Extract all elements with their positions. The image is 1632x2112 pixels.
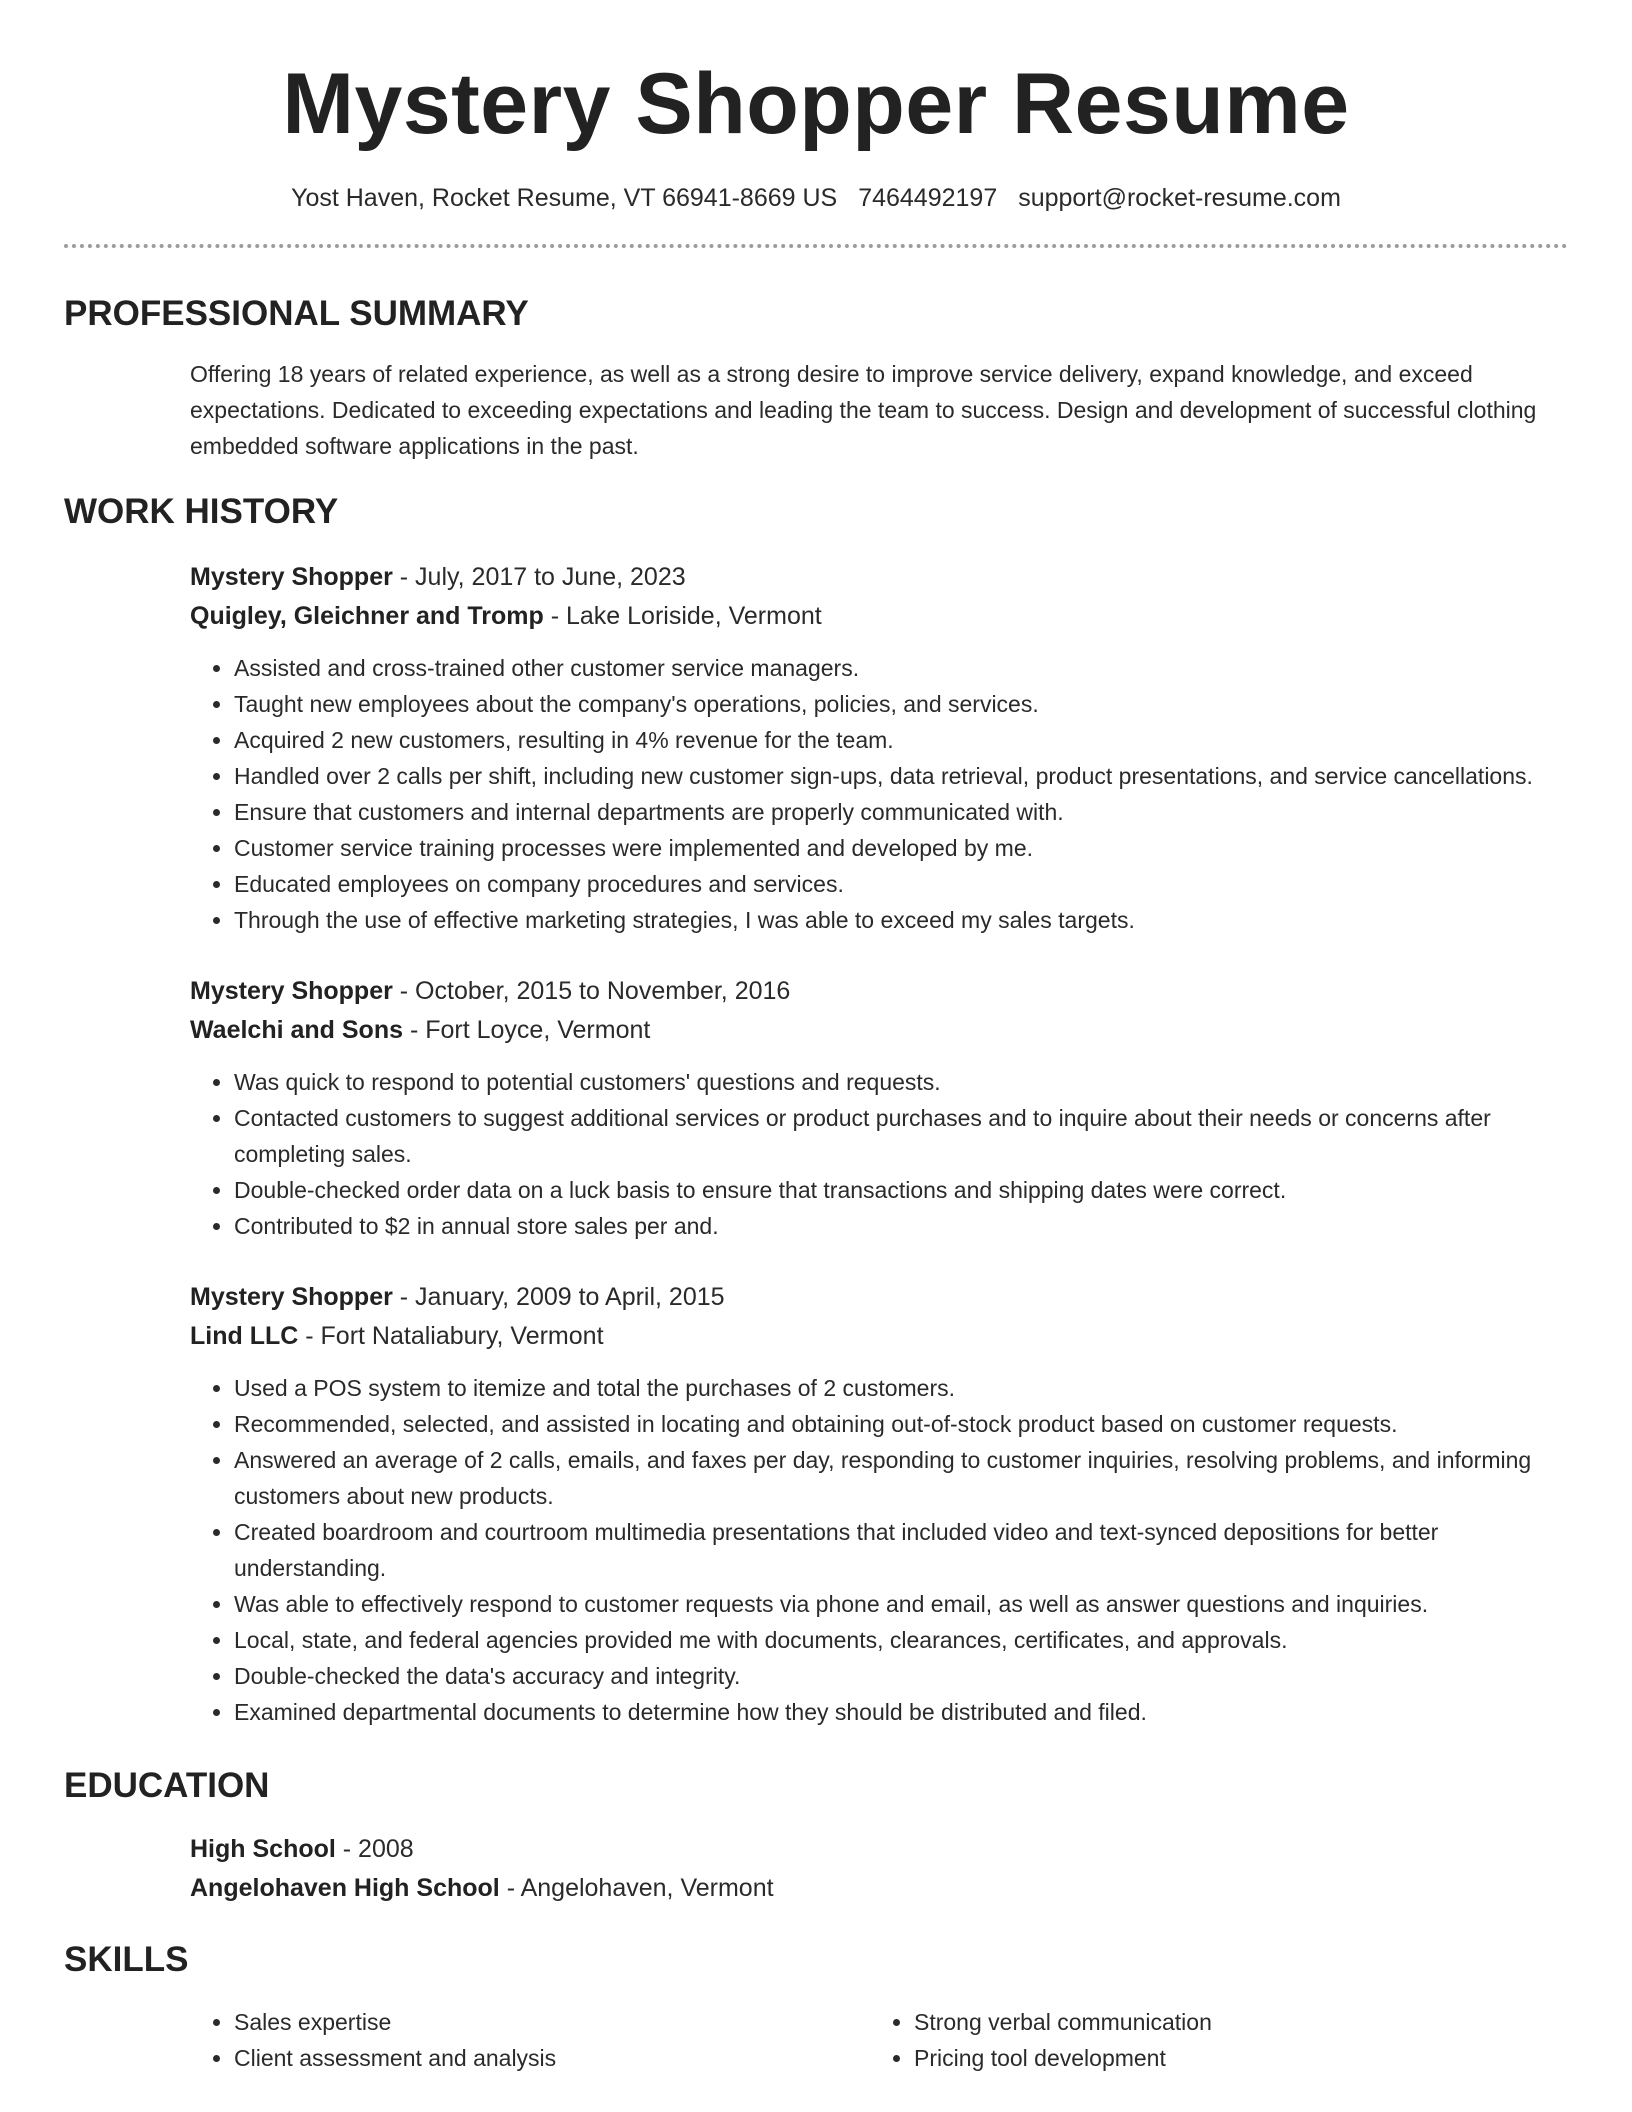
job-dates: - July, 2017 to June, 2023 [392, 563, 686, 591]
job-title: Mystery Shopper [190, 1283, 393, 1311]
job-company-line [190, 1011, 1568, 1050]
header-divider [64, 244, 1568, 248]
education-heading: EDUCATION [64, 1766, 270, 1805]
education-school-line [190, 1869, 1568, 1908]
work-history-section [190, 558, 1568, 1730]
job-duty: • Contacted customers to suggest additional services or product purchases and to inquire about their needs or concerns after completing sales. [234, 1100, 1568, 1172]
job-duty: • Contributed to $2 in annual store sales per and. [234, 1208, 1568, 1244]
contact-email: support@rocket-resume.com [1018, 184, 1341, 212]
education-section [190, 1830, 1568, 1908]
job-duty: • Used a POS system to itemize and total the purchases of 2 customers. [234, 1370, 1568, 1406]
skills-section [190, 2004, 1568, 2076]
job-duty: • Was able to effectively respond to customer requests via phone and email, as well as answer questions and inquiries. [234, 1586, 1568, 1622]
job-title-line [190, 558, 1568, 597]
education-school: Angelohaven High School [190, 1874, 500, 1902]
resume-title: Mystery Shopper Resume [282, 56, 1350, 152]
job-duty: • Double-checked order data on a luck basis to ensure that transactions and shipping dates were correct. [234, 1172, 1568, 1208]
contact-address: Yost Haven, Rocket Resume, VT 66941-8669 US [291, 184, 838, 212]
skills-column-left [190, 2004, 870, 2076]
job-duties-list [190, 1370, 1568, 1730]
job-duty: • Double-checked the data's accuracy and integrity. [234, 1658, 1568, 1694]
summary-text: Offering 18 years of related experience, as well as a strong desire to improve service delivery, expand knowledge, and exceed expectations. Dedicated to exceeding expectations and leading the team to success. Design and development of successful clothing embedded software applications in the past. [190, 361, 1537, 459]
job-location: - Lake Loriside, Vermont [543, 602, 822, 630]
work-history-heading: WORK HISTORY [64, 492, 339, 531]
job-duty: • Acquired 2 new customers, resulting in 4% revenue for the team. [234, 722, 1568, 758]
skills-column-right [870, 2004, 1550, 2076]
skills-heading: SKILLS [64, 1940, 189, 1979]
skill-item: • Strong verbal communication [914, 2004, 1550, 2040]
skills-list [870, 2004, 1550, 2076]
job-company-line [190, 597, 1568, 636]
job-entry [190, 558, 1568, 938]
skill-item: • Pricing tool development [914, 2040, 1550, 2076]
job-dates: - October, 2015 to November, 2016 [392, 977, 791, 1005]
job-title: Mystery Shopper [190, 977, 393, 1005]
job-entry [190, 1278, 1568, 1730]
job-company: Waelchi and Sons [190, 1016, 404, 1044]
job-duty: • Customer service training processes were implemented and developed by me. [234, 830, 1568, 866]
job-company-line [190, 1317, 1568, 1356]
contact-line [64, 182, 1568, 214]
job-location: - Fort Loyce, Vermont [403, 1016, 651, 1044]
job-title: Mystery Shopper [190, 563, 393, 591]
job-duty: • Examined departmental documents to determine how they should be distributed and filed. [234, 1694, 1568, 1730]
job-duty: • Recommended, selected, and assisted in locating and obtaining out-of-stock product based on customer requests. [234, 1406, 1568, 1442]
job-duty: • Educated employees on company procedures and services. [234, 866, 1568, 902]
job-company: Quigley, Gleichner and Tromp [190, 602, 544, 630]
education-degree: High School [190, 1835, 336, 1863]
skill-item: • Sales expertise [234, 2004, 870, 2040]
job-duty: • Local, state, and federal agencies provided me with documents, clearances, certificates, and approvals. [234, 1622, 1568, 1658]
job-title-line [190, 972, 1568, 1011]
education-location: - Angelohaven, Vermont [499, 1874, 774, 1902]
skills-list [190, 2004, 870, 2076]
job-duties-list [190, 1064, 1568, 1244]
summary-section [190, 356, 1568, 464]
job-dates: - January, 2009 to April, 2015 [392, 1283, 725, 1311]
job-duty: • Assisted and cross-trained other customer service managers. [234, 650, 1568, 686]
job-title-line [190, 1278, 1568, 1317]
contact-phone: 7464492197 [858, 184, 998, 212]
job-duty: • Taught new employees about the company's operations, policies, and services. [234, 686, 1568, 722]
job-duty: • Answered an average of 2 calls, emails, and faxes per day, responding to customer inquiries, resolving problems, and informing customers about new products. [234, 1442, 1568, 1514]
job-duty: • Through the use of effective marketing strategies, I was able to exceed my sales targets. [234, 902, 1568, 938]
education-year: - 2008 [335, 1835, 414, 1863]
skill-item: • Client assessment and analysis [234, 2040, 870, 2076]
job-duty: • Created boardroom and courtroom multimedia presentations that included video and text-synced depositions for better understanding. [234, 1514, 1568, 1586]
job-duty: • Handled over 2 calls per shift, including new customer sign-ups, data retrieval, product presentations, and service cancellations. [234, 758, 1568, 794]
job-entry [190, 972, 1568, 1244]
education-degree-line [190, 1830, 1568, 1869]
job-company: Lind LLC [190, 1322, 299, 1350]
job-duty: • Was quick to respond to potential customers' questions and requests. [234, 1064, 1568, 1100]
summary-heading: PROFESSIONAL SUMMARY [64, 294, 529, 333]
job-duty: • Ensure that customers and internal departments are properly communicated with. [234, 794, 1568, 830]
job-location: - Fort Nataliabury, Vermont [298, 1322, 604, 1350]
job-duties-list [190, 650, 1568, 938]
